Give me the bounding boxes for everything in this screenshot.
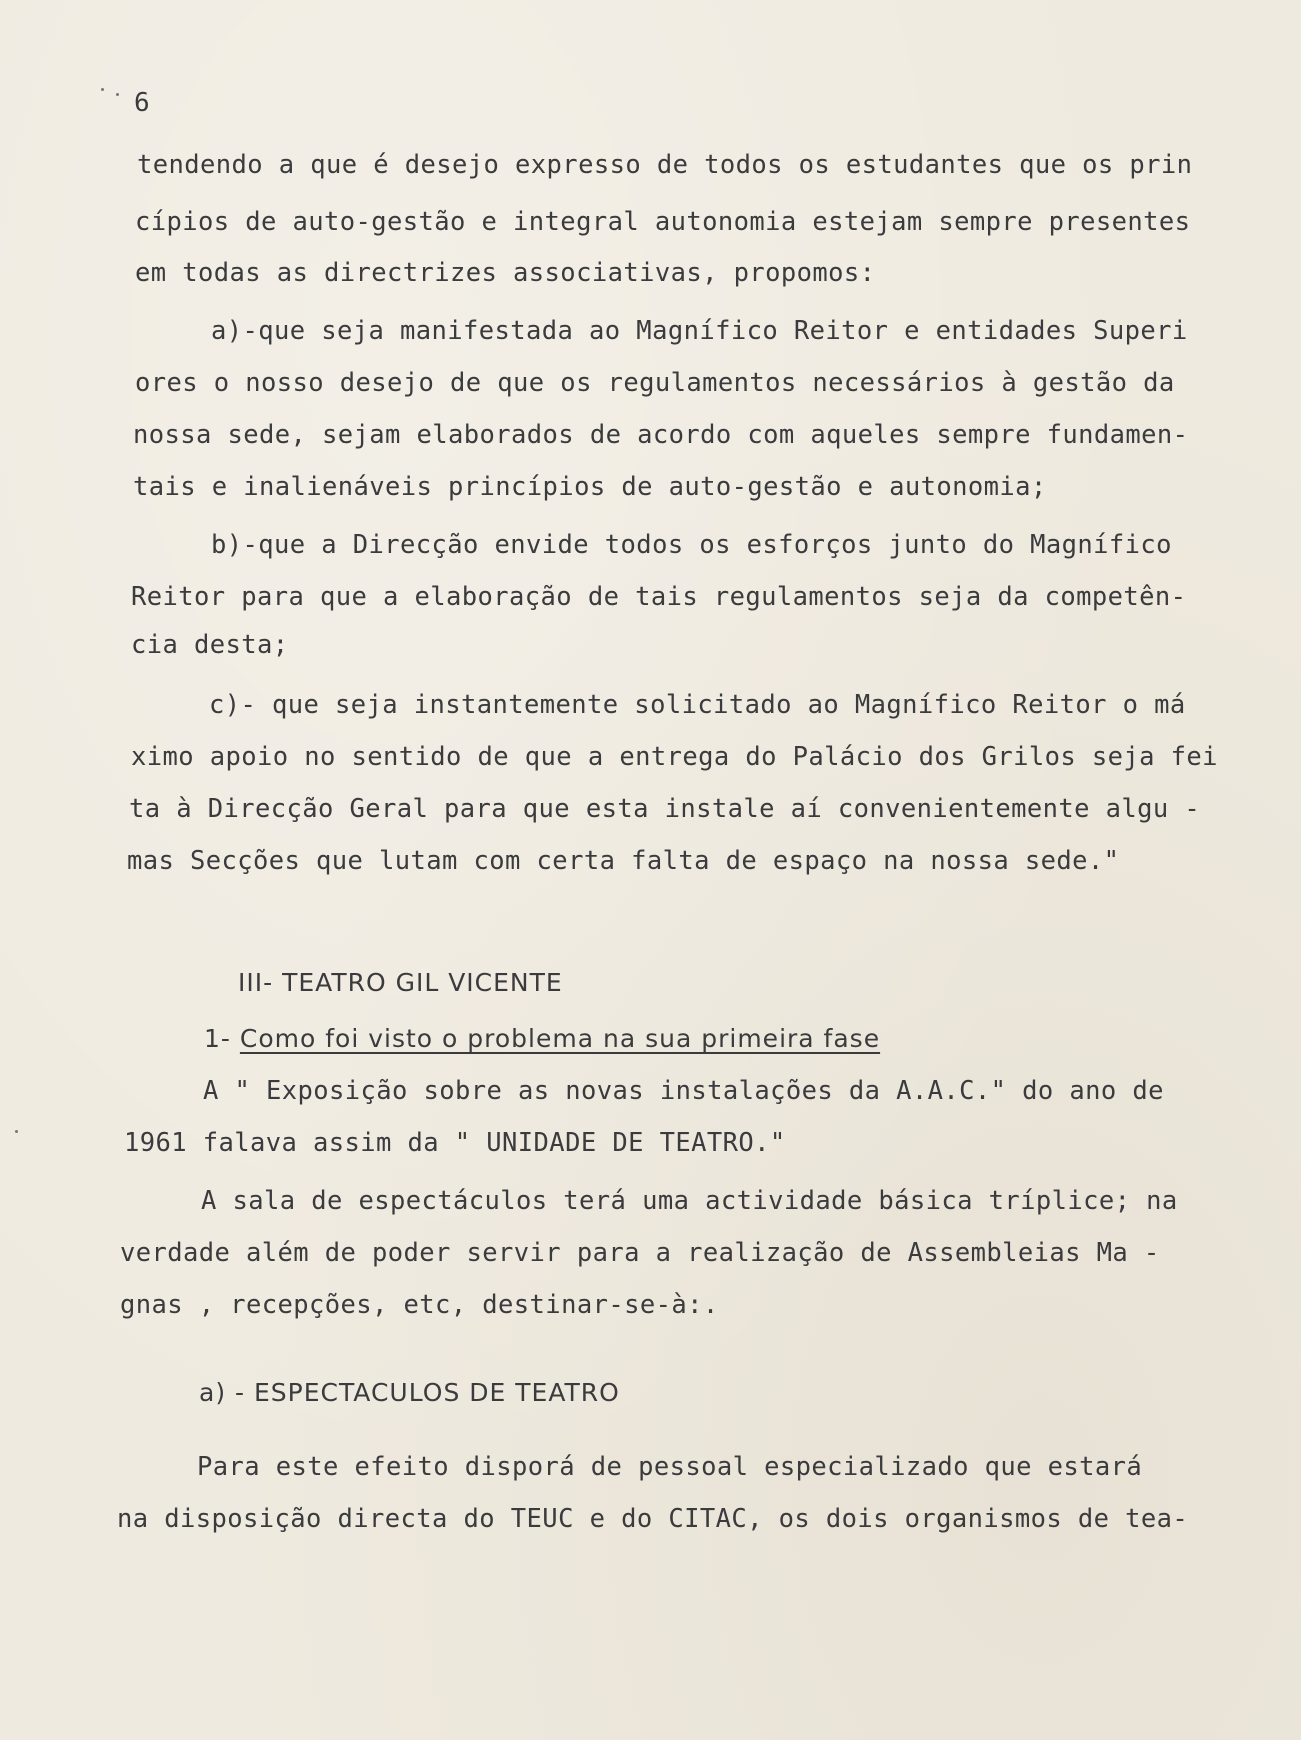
text-line: ores o nosso desejo de que os regulamentos necessários à gestão da: [135, 368, 1175, 398]
text-line: cia desta;: [131, 630, 289, 660]
text-line: ximo apoio no sentido de que a entrega do Palácio dos Grilos seja fei: [131, 742, 1218, 772]
text-line: tendendo a que é desejo expresso de todos os estudantes que os prin: [137, 150, 1193, 180]
subsection-heading: [204, 1024, 880, 1053]
text-line: a)-que seja manifestada ao Magnífico Reitor e entidades Superi: [211, 316, 1188, 346]
text-line: mas Secções que lutam com certa falta de espaço na nossa sede.": [127, 846, 1120, 876]
text-line: ta à Direcção Geral para que esta instale aí convenientemente algu -: [129, 794, 1201, 824]
stray-ink-mark: [101, 88, 104, 91]
text-line: c)- que seja instantemente solicitado ao Magnífico Reitor o má: [209, 690, 1186, 720]
stray-ink-mark: [116, 93, 119, 96]
text-line: Reitor para que a elaboração de tais regulamentos seja da competên-: [131, 582, 1187, 612]
item-heading: a) - ESPECTACULOS DE TEATRO: [199, 1378, 620, 1407]
subsection-number: 1-: [204, 1024, 231, 1053]
text-line: 1961 falava assim da " UNIDADE DE TEATRO.": [124, 1128, 786, 1158]
page-number: 6: [134, 88, 150, 118]
text-line: cípios de auto-gestão e integral autonomia estejam sempre presentes: [135, 207, 1191, 237]
text-line: em todas as directrizes associativas, propomos:: [135, 258, 876, 288]
text-line: nossa sede, sejam elaborados de acordo com aqueles sempre fundamen-: [133, 420, 1189, 450]
text-line: Para este efeito disporá de pessoal especializado que estará: [197, 1452, 1143, 1482]
stray-ink-mark: [15, 1130, 18, 1133]
text-line: verdade além de poder servir para a realização de Assembleias Ma -: [120, 1238, 1160, 1268]
text-line: A " Exposição sobre as novas instalações da A.A.C." do ano de: [203, 1076, 1164, 1106]
text-line: A sala de espectáculos terá uma actividade básica tríplice; na: [201, 1186, 1178, 1216]
text-line: tais e inalienáveis princípios de auto-gestão e autonomia;: [133, 472, 1047, 502]
text-line: gnas , recepções, etc, destinar-se-à:.: [120, 1290, 719, 1320]
section-heading: III- TEATRO GIL VICENTE: [238, 968, 563, 997]
subsection-title: Como foi visto o problema na sua primeira fase: [239, 1024, 881, 1053]
bleed-through-text: [1000, 118, 1014, 143]
text-line: b)-que a Direcção envide todos os esforços junto do Magnífico: [211, 530, 1172, 560]
text-line: na disposição directa do TEUC e do CITAC, os dois organismos de tea-: [117, 1504, 1189, 1534]
